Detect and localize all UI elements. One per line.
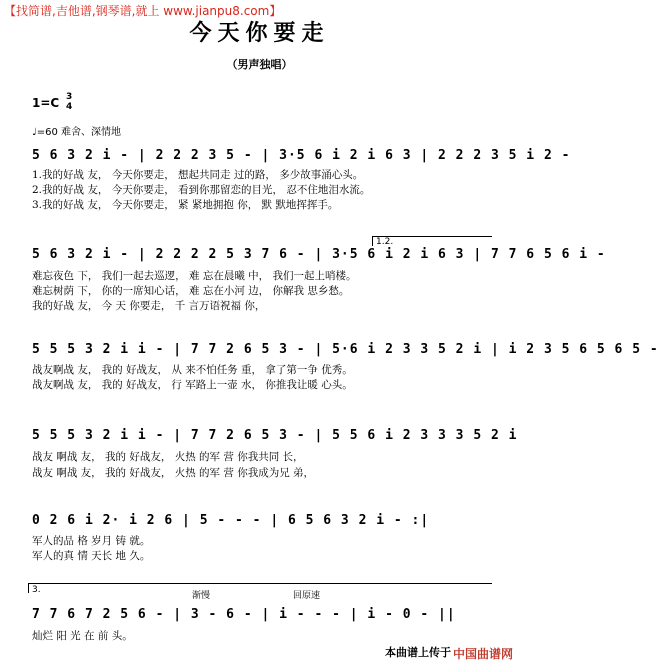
notation-line-1: 5 6 3 2 i - | 2 2 2 3 5 - | 3·5 6 i 2 i 6 3 | 2 2 2 3 5 i 2 -: [32, 148, 571, 163]
lyric-line: 灿烂 阳 光 在 前 头。: [32, 630, 133, 642]
lyric-line: 难忘树荫 下， 你的一席知心话， 难 忘在小河 边， 你解我 思乡愁。: [32, 285, 350, 297]
upload-note: 本曲谱上传于: [385, 646, 451, 659]
lyric-line: 战友啊战 友， 我的 好战友， 行 军路上一壶 水， 你推我让暖 心头。: [32, 379, 353, 391]
lyric-line: 战友 啊战 友， 我的 好战友， 火热 的军 营 你我共同 长，: [32, 451, 304, 463]
tempo-marking: ♩=60 难舍、深情地: [32, 127, 121, 138]
key-signature: 1=C: [32, 96, 60, 110]
site-banner: 【找简谱,吉他谱,钢琴谱,就上 www.jianpu8.com】: [4, 4, 282, 18]
lyric-line: 1.我的好战 友， 今天你要走， 想起共同走 过的路， 多少故事涌心头。: [32, 169, 364, 181]
notation-line-3: 5 5 5 3 2 i i - | 7 7 2 6 5 3 - | 5·6 i 2 3 3 5 2 i | i 2 3 5 6 5 6 5 -: [32, 342, 659, 357]
lyric-line: 2.我的好战 友， 今天你要走， 看到你那留恋的目光， 忍不住地泪水流。: [32, 184, 371, 196]
lyric-line: 军人的品 格 岁月 铸 就。: [32, 535, 151, 547]
a-tempo-mark: 回原速: [293, 591, 321, 601]
lyric-line: 难忘夜色 下， 我们一起去巡逻， 难 忘在晨曦 中， 我们一起上哨楼。: [32, 270, 357, 282]
lyric-line: 3.我的好战 友， 今天你要走， 紧 紧地拥抱 你， 默 默地挥挥手。: [32, 199, 339, 211]
song-subtitle: （男声独唱）: [226, 58, 293, 71]
volta-bracket: [372, 236, 373, 246]
notation-line-5: 0 2 6 i 2· i 2 6 | 5 - - - | 6 5 6 3 2 i - :|: [32, 513, 430, 528]
notation-line-4: 5 5 5 3 2 i i - | 7 7 2 6 5 3 - | 5 5 6 i 2 3 3 3 5 2 i: [32, 428, 518, 443]
lyric-line: 军人的真 情 天长 地 久。: [32, 550, 151, 562]
notation-line-6: 7 7 6 7 2 5 6 - | 3 - 6 - | i - - - | i - 0 - ||: [32, 607, 456, 622]
lyric-line: 战友 啊战 友， 我的 好战友， 火热 的军 营 你我成为兄 弟，: [32, 467, 315, 479]
lyric-line: 我的好战 友， 今 天 你要走， 千 言万语祝福 你，: [32, 300, 266, 312]
volta-bracket: [28, 583, 29, 593]
ritardando-mark: 渐慢: [192, 591, 211, 601]
song-title: 今天你要走: [189, 20, 330, 46]
site-logo: 中国曲谱网: [452, 647, 513, 661]
volta-label: 1.2.: [376, 237, 394, 247]
volta-label: 3.: [32, 585, 41, 595]
volta-bracket: [28, 583, 492, 584]
time-signature: 3 4: [66, 92, 73, 112]
lyric-line: 战友啊战 友， 我的 好战友， 从 来不怕任务 重， 拿了第一争 优秀。: [32, 364, 353, 376]
notation-line-2: 5 6 3 2 i - | 2 2 2 2 5 3 7 6 - | 3·5 6 i 2 i 6 3 | 7 7 6 5 6 i -: [32, 247, 606, 262]
